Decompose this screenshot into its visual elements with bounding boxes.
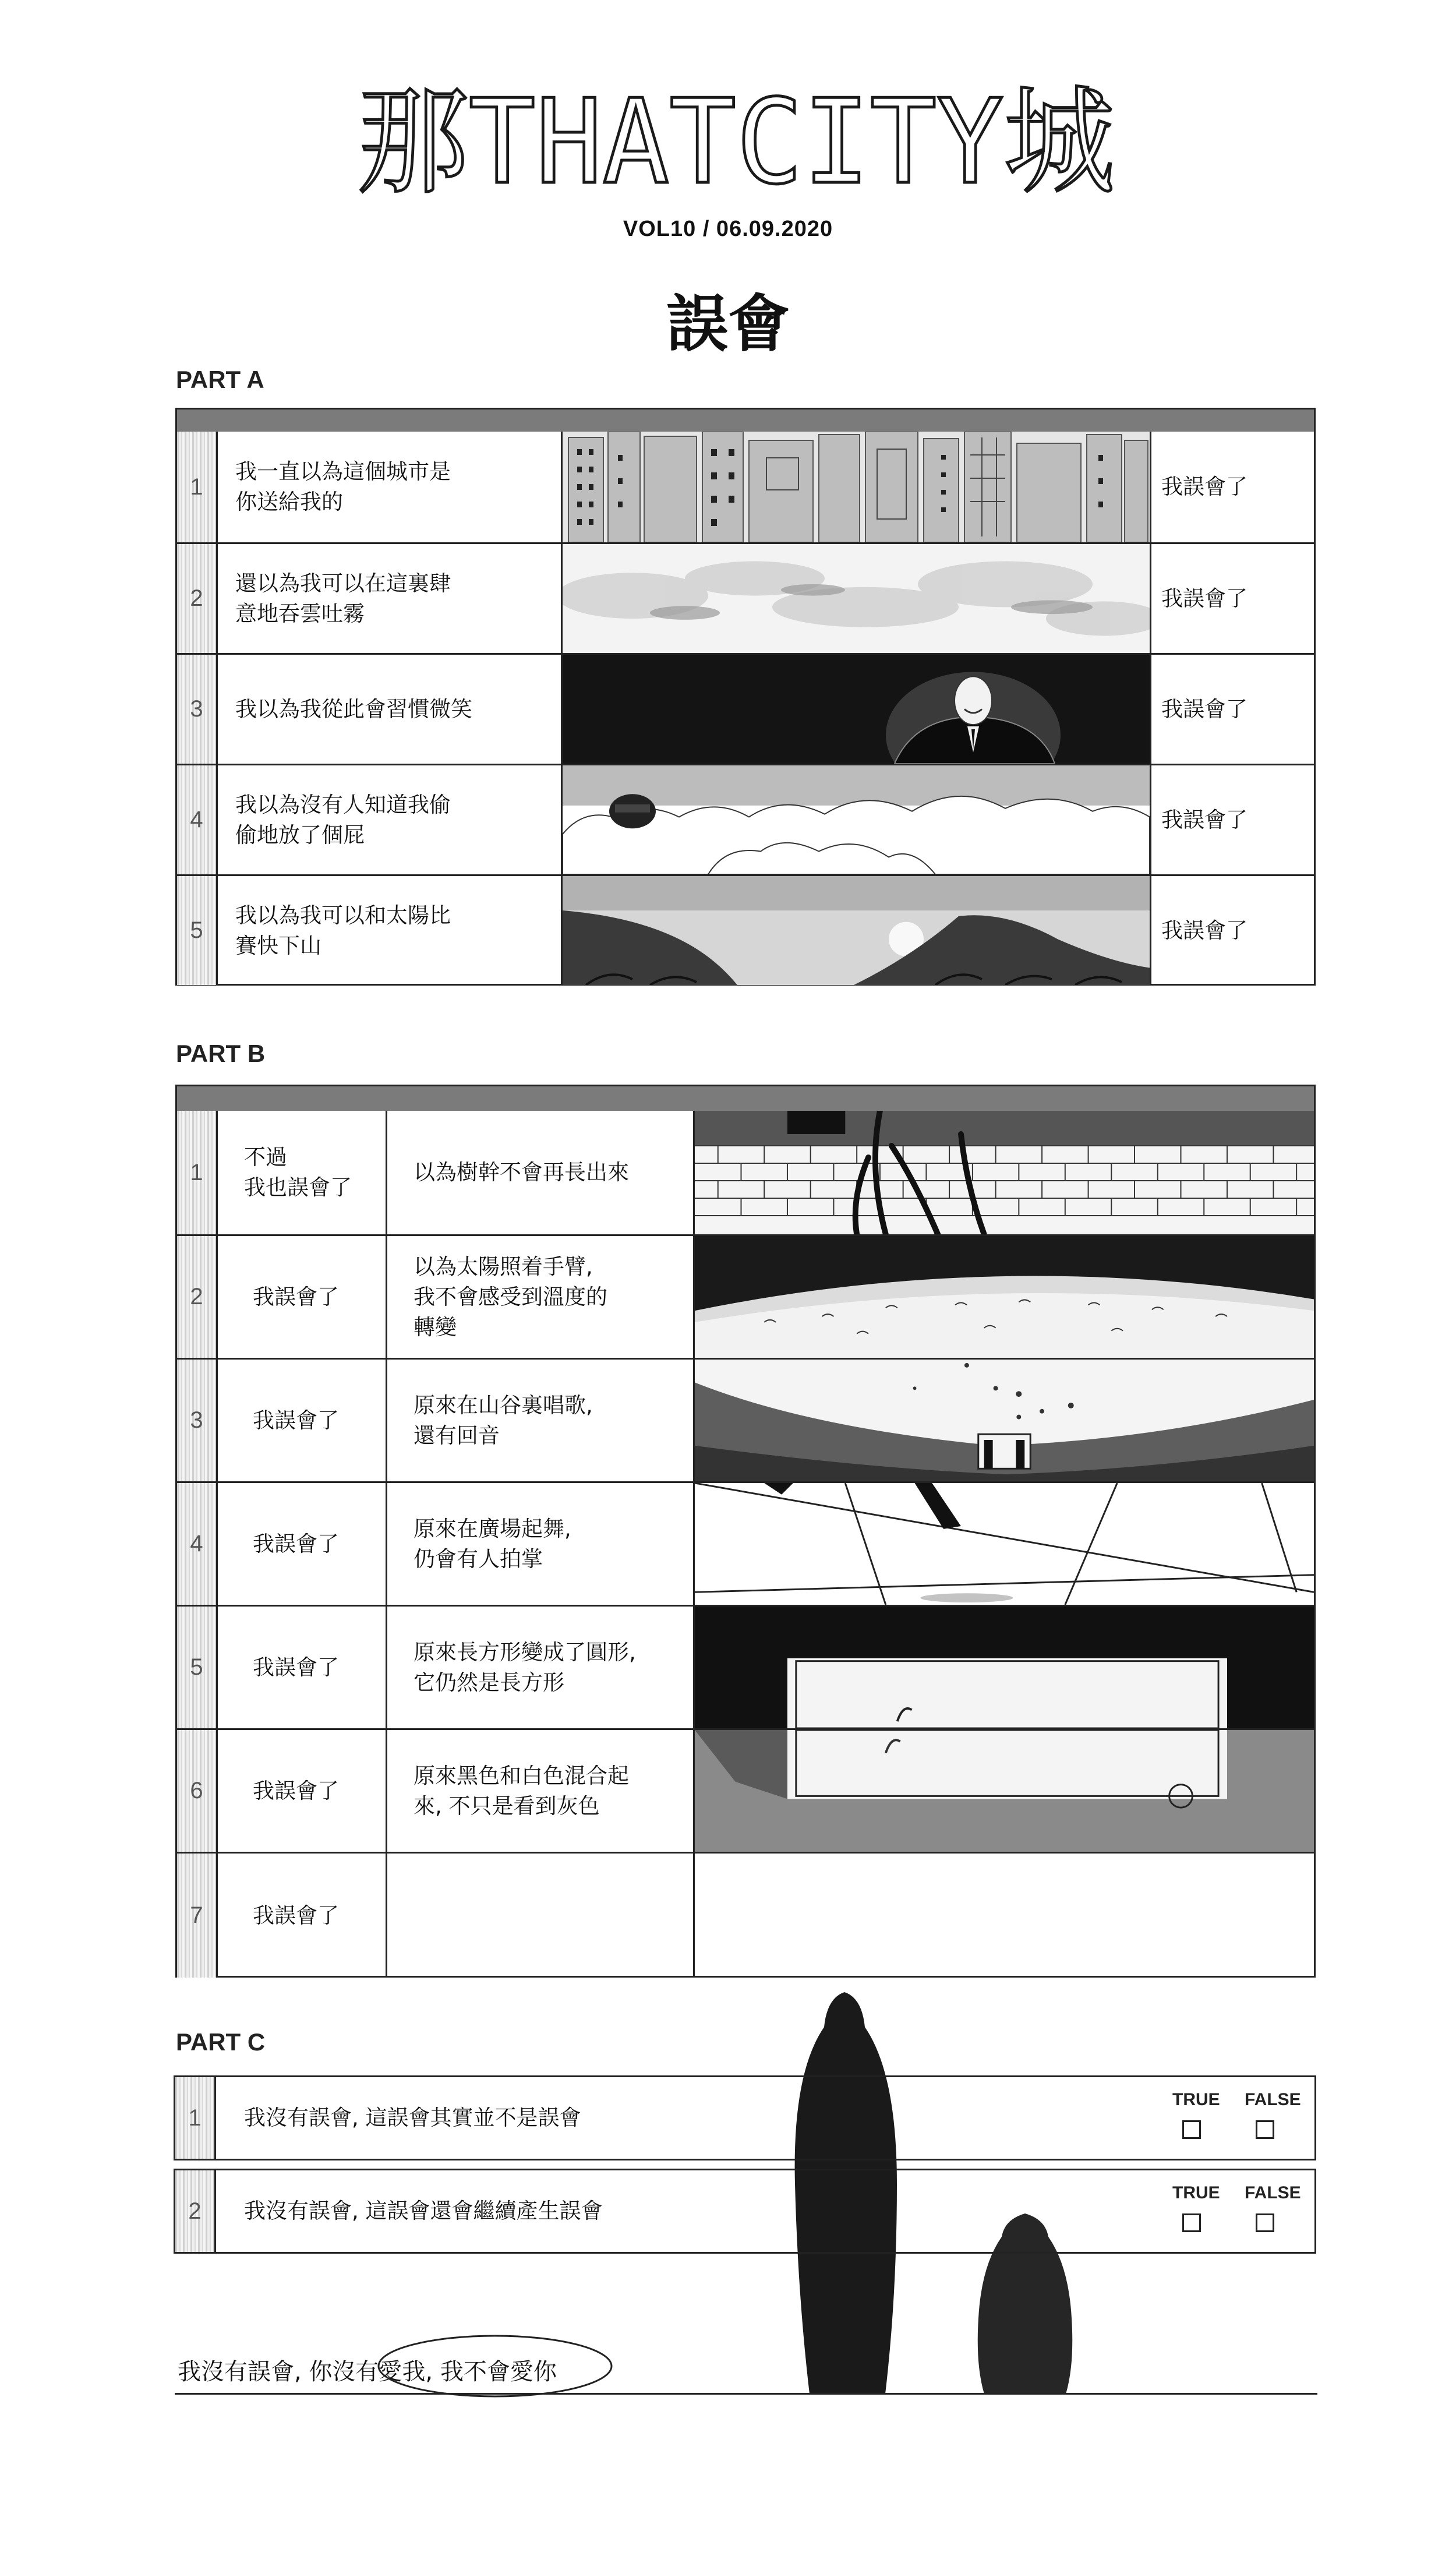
- brand-logo: [0, 79, 1456, 195]
- row-number: 4: [177, 1483, 218, 1605]
- table-row: [177, 1852, 1314, 1978]
- table-row: [177, 1234, 1314, 1358]
- part-c-label: PART C: [176, 2028, 266, 2056]
- row-number: 6: [177, 1730, 218, 1852]
- false-checkbox[interactable]: [1256, 2213, 1274, 2232]
- row-number: 5: [177, 876, 218, 985]
- row-number: 4: [177, 765, 218, 874]
- row-number: 2: [177, 1236, 218, 1358]
- table-row: [177, 1111, 1314, 1234]
- row-result: 我誤會了: [253, 1778, 339, 1803]
- true-label: TRUE: [1172, 2183, 1220, 2202]
- brand-middle: THATCITY: [468, 79, 1030, 195]
- false-checkbox[interactable]: [1256, 2120, 1274, 2139]
- volume-date: VOL10 / 06.09.2020: [623, 217, 833, 241]
- row-result: 我誤會了: [1161, 917, 1248, 943]
- table-row: [177, 1358, 1314, 1481]
- row-result: 我誤會了: [253, 1902, 339, 1928]
- row-number: 7: [177, 1854, 218, 1978]
- row-text: 我以為我可以和太陽比 賽快下山: [235, 902, 451, 958]
- true-checkbox[interactable]: [1182, 2120, 1201, 2139]
- part-b-label: PART B: [176, 1040, 266, 1067]
- valley-echo-illustration: [693, 1360, 1314, 1481]
- table-row: [177, 1481, 1314, 1605]
- statement-text: 我沒有誤會, 這誤會其實並不是誤會: [244, 2105, 581, 2130]
- empty-illustration-cell: [693, 1854, 1314, 1978]
- row-text: 還以為我可以在這裏肆 意地吞雲吐霧: [235, 570, 451, 626]
- row-number: 5: [177, 1607, 218, 1728]
- row-text: [386, 1854, 693, 1978]
- row-number: 2: [175, 2170, 216, 2252]
- plaza-dancing-illustration: [693, 1483, 1314, 1605]
- false-label: FALSE: [1245, 2090, 1301, 2109]
- part-b-table: [175, 1085, 1316, 1978]
- part-a-label: PART A: [176, 366, 264, 393]
- table-row: [177, 432, 1314, 542]
- table-row: [177, 542, 1314, 653]
- row-text: 我以為我從此會習慣微笑: [235, 696, 472, 722]
- false-label: FALSE: [1245, 2183, 1301, 2202]
- part-c-row-1: [174, 2075, 1316, 2160]
- row-result: 我誤會了: [253, 1654, 339, 1680]
- hairy-arm-illustration: [693, 1236, 1314, 1358]
- row-text: 我以為沒有人知道我偷 偷地放了個屁: [235, 792, 451, 848]
- row-text: 以為太陽照着手臂, 我不會感受到溫度的 轉變: [386, 1236, 693, 1358]
- part-b-header-bar: [177, 1086, 1314, 1111]
- part-c-row-2: [174, 2169, 1316, 2254]
- row-result: 我誤會了: [1161, 696, 1248, 722]
- row-text: 以為樹幹不會再長出來: [386, 1111, 693, 1234]
- row-result: 我誤會了: [253, 1407, 339, 1433]
- true-checkbox[interactable]: [1182, 2213, 1201, 2232]
- row-text: 原來黑色和白色混合起 來, 不只是看到灰色: [386, 1730, 693, 1852]
- row-number: 1: [175, 2077, 216, 2159]
- row-text: 原來在山谷裏唱歌, 還有回音: [386, 1360, 693, 1481]
- row-number: 3: [177, 655, 218, 764]
- table-row: [177, 764, 1314, 874]
- head-in-cloud-illustration: [561, 765, 1151, 874]
- sunset-mountains-illustration: [561, 876, 1151, 985]
- row-number: 1: [177, 1111, 218, 1234]
- brand-left-char: 那: [358, 79, 475, 195]
- table-row: [177, 653, 1314, 764]
- brick-wall-illustration: [693, 1111, 1314, 1234]
- page-title: 誤會: [666, 288, 790, 360]
- row-text: 原來在廣場起舞, 仍會有人拍掌: [386, 1483, 693, 1605]
- table-row: [177, 1728, 1314, 1852]
- rectangle-frame-illustration: [693, 1607, 1314, 1728]
- row-text: 原來長方形變成了圓形, 它仍然是長方形: [386, 1607, 693, 1728]
- row-text: 我一直以為這個城市是 你送給我的: [235, 459, 451, 514]
- true-label: TRUE: [1172, 2090, 1220, 2109]
- city-buildings-illustration: [561, 432, 1151, 542]
- bottom-divider: [175, 2393, 1317, 2395]
- row-number: 2: [177, 544, 218, 653]
- brand-right-char: 城: [1003, 79, 1121, 195]
- row-number: 3: [177, 1360, 218, 1481]
- row-number: 1: [177, 432, 218, 542]
- brand-logo-text: [358, 79, 1121, 195]
- row-result: 我誤會了: [253, 1531, 339, 1556]
- part-a-table: [175, 408, 1316, 986]
- table-row: [177, 1605, 1314, 1728]
- row-result: 我誤會了: [1161, 474, 1248, 499]
- smiling-man-illustration: [561, 655, 1151, 764]
- statement-text: 我沒有誤會, 這誤會還會繼續產生誤會: [244, 2198, 603, 2223]
- table-row: [177, 874, 1314, 985]
- row-result: 不過 我也誤會了: [244, 1145, 352, 1200]
- closing-text: 我沒有誤會, 你沒有愛我, 我不會愛你: [178, 2359, 557, 2385]
- row-result: 我誤會了: [253, 1284, 339, 1309]
- row-result: 我誤會了: [1161, 585, 1248, 611]
- part-a-header-bar: [177, 409, 1314, 432]
- row-result: 我誤會了: [1161, 807, 1248, 832]
- grey-rectangle-illustration: [693, 1730, 1314, 1852]
- clouds-illustration: [561, 544, 1151, 653]
